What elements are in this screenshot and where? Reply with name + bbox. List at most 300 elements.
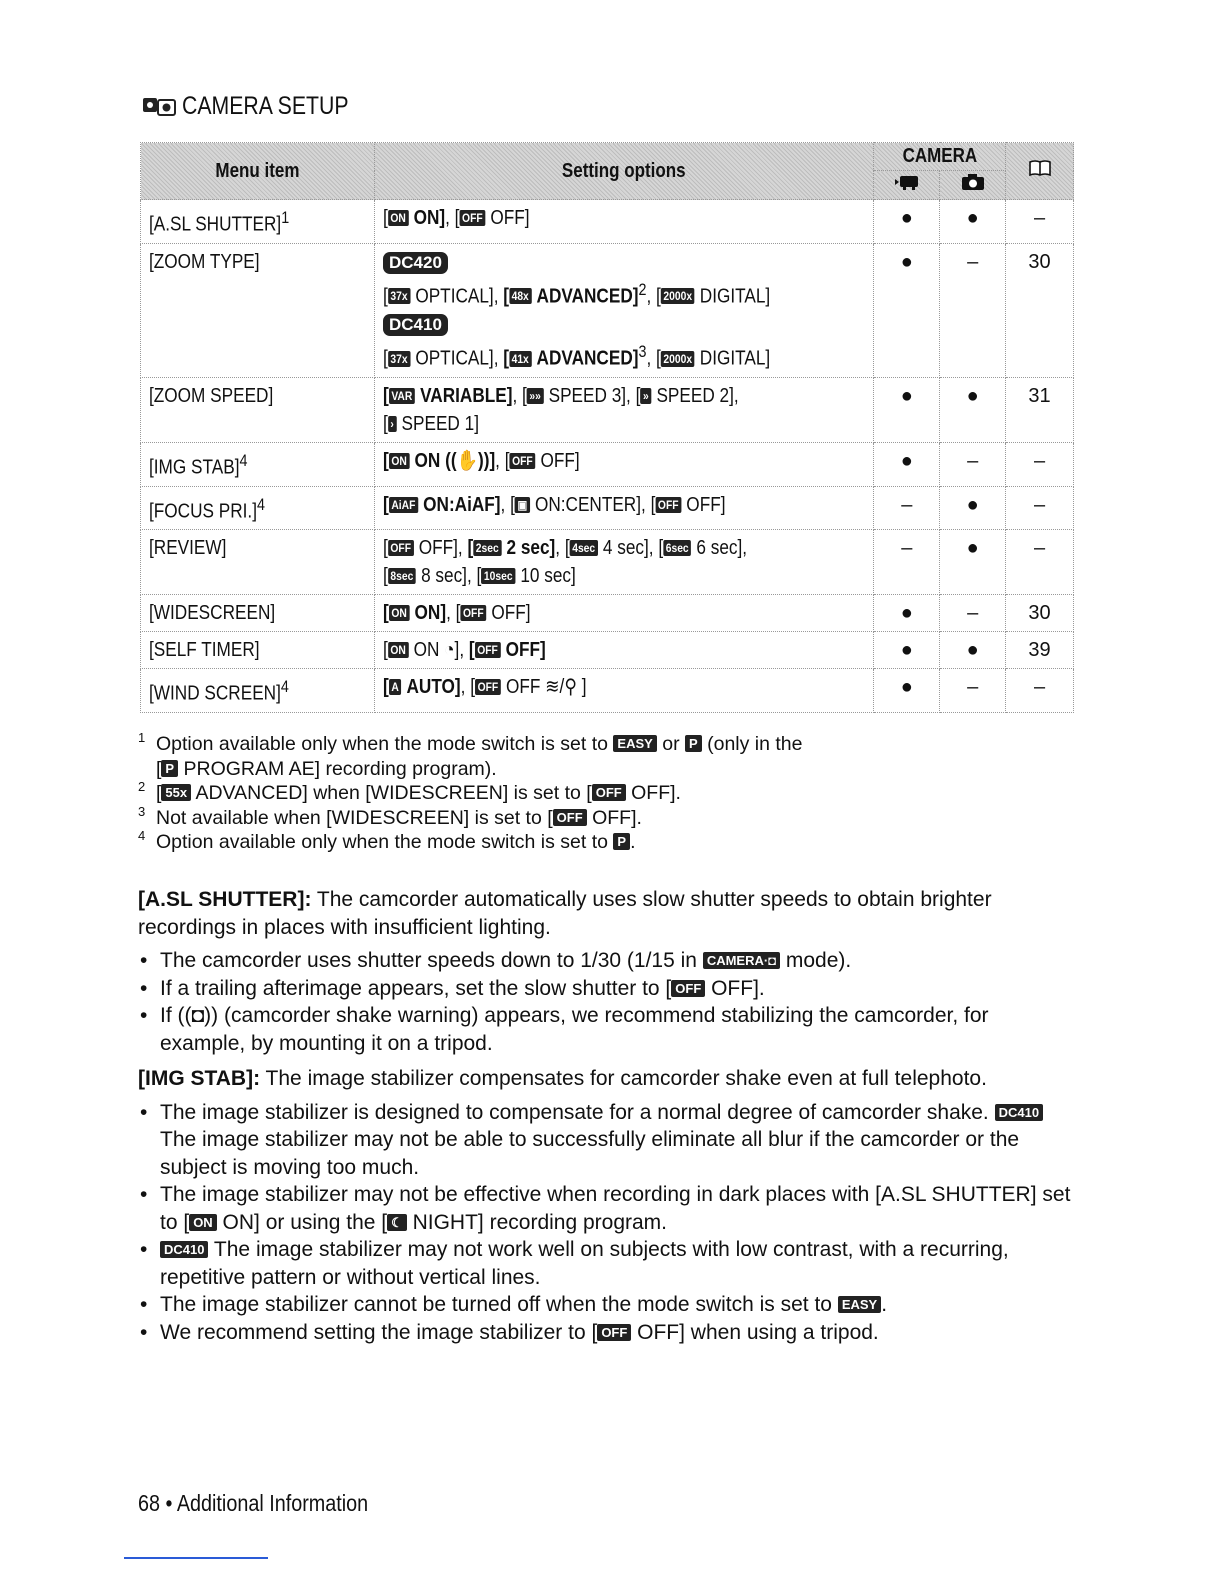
section-paragraph xyxy=(138,886,1078,941)
page-ref: – xyxy=(1033,207,1046,229)
page-ref-cell xyxy=(1006,669,1074,713)
text-fragment: The image stabilizer may not be effective when recording in dark places with [A.SL SHUTTER] set to [ xyxy=(160,1183,1071,1234)
page-ref-cell xyxy=(1006,530,1074,595)
table-row xyxy=(141,486,1074,530)
menu-item-label: [IMG STAB] xyxy=(149,456,240,479)
setting-icon: P xyxy=(161,760,178,777)
footnote-ref: 1 xyxy=(281,208,290,227)
photo-availability: ● xyxy=(966,639,979,662)
text-fragment: [ xyxy=(383,449,389,472)
bullet-item xyxy=(138,1236,1078,1291)
setting-text xyxy=(383,636,546,664)
footer-label: Additional Information xyxy=(176,1490,369,1516)
text-fragment: 8 sec], [ xyxy=(421,565,482,588)
text-fragment: or xyxy=(656,733,686,755)
setting-line xyxy=(383,599,865,627)
setting-icon: ON xyxy=(389,453,410,469)
text-fragment: , [ xyxy=(555,537,570,560)
photo-mode-cell xyxy=(940,669,1006,713)
setting-icon: ▣ xyxy=(515,497,530,513)
table-row xyxy=(141,632,1074,669)
text-fragment: OFF] xyxy=(491,602,531,625)
setting-line xyxy=(383,534,865,562)
bullet-list xyxy=(138,947,1078,1057)
setting-text xyxy=(383,338,770,373)
text-fragment: , [ xyxy=(646,347,661,370)
section-intro: The image stabilizer compensates for camcorder shake even at full telephoto. xyxy=(260,1067,987,1090)
setting-text xyxy=(383,491,725,519)
setting-icon: OFF xyxy=(475,679,501,695)
photo-mode-cell xyxy=(940,486,1006,530)
menu-item-label-wrap xyxy=(149,491,265,526)
setting-icon: 4sec xyxy=(570,540,598,556)
photo-availability: – xyxy=(967,449,979,472)
page-ref: 30 xyxy=(1028,602,1051,625)
setting-icon: OFF xyxy=(459,210,485,226)
page-ref: 39 xyxy=(1028,639,1051,662)
text-fragment: The image stabilizer is designed to compensate for a normal degree of camcorder shake. xyxy=(160,1100,995,1124)
text-fragment: [ xyxy=(383,602,389,625)
footnote-ref: 3 xyxy=(638,342,647,362)
text-fragment: [ xyxy=(156,757,162,780)
page-ref-cell xyxy=(1006,442,1074,486)
footnote-ref: 4 xyxy=(239,450,248,470)
setting-line xyxy=(383,410,865,438)
movie-availability: ● xyxy=(900,639,913,662)
footnote-number: 1 xyxy=(138,730,146,745)
setting-icon: 37x xyxy=(388,351,410,367)
footnote-number: 4 xyxy=(138,828,146,843)
setting-icon: P xyxy=(685,735,702,752)
text-fragment: , [ xyxy=(495,449,510,472)
text-fragment: 4 sec], [ xyxy=(602,537,664,560)
setting-icon: VAR xyxy=(389,388,415,404)
footnote xyxy=(138,781,1098,806)
menu-item-label-wrap xyxy=(149,248,260,276)
setting-options-cell xyxy=(375,377,874,442)
header-setting-options: Setting options xyxy=(375,143,874,200)
menu-item-label: [REVIEW] xyxy=(149,537,227,560)
movie-mode-cell xyxy=(874,243,940,377)
setting-icon: EASY xyxy=(613,735,656,752)
setting-line xyxy=(383,382,865,410)
table-row xyxy=(141,442,1074,486)
setting-text xyxy=(383,534,747,562)
setting-icon: 41x xyxy=(509,351,531,367)
setting-icon: 37x xyxy=(388,288,410,304)
bullet-item xyxy=(138,1291,1078,1319)
text-fragment: [ xyxy=(156,782,162,804)
footnote-ref: 4 xyxy=(280,677,289,697)
movie-availability: ● xyxy=(900,676,913,699)
bullet-item xyxy=(138,1319,1078,1347)
photo-availability: – xyxy=(967,250,979,273)
setting-icon: P xyxy=(613,833,630,850)
text-fragment: SPEED 1] xyxy=(401,412,479,435)
page-ref: – xyxy=(1033,537,1046,560)
header-page xyxy=(1006,143,1074,200)
setting-icon: »» xyxy=(527,388,544,404)
table-row xyxy=(141,595,1074,632)
section-title xyxy=(142,92,378,121)
text-fragment: (only in the xyxy=(701,733,803,755)
movie-availability: – xyxy=(901,537,913,560)
photo-camera-icon xyxy=(960,173,986,191)
text-fragment: The image stabilizer cannot be turned off when the mode switch is set to xyxy=(160,1293,838,1316)
text-fragment: DIGITAL] xyxy=(699,285,771,308)
camera-setup-icon xyxy=(142,95,176,119)
text-fragment: AUTO] xyxy=(406,676,461,699)
text-fragment: OPTICAL], xyxy=(415,347,504,370)
text-fragment: SPEED 2], xyxy=(656,384,739,407)
movie-camera-icon xyxy=(894,173,920,191)
bullet-item xyxy=(138,975,1078,1003)
movie-availability: ● xyxy=(900,384,913,407)
setting-icon: 6sec xyxy=(663,540,691,556)
text-fragment: [ xyxy=(383,412,388,435)
text-fragment: If xyxy=(160,1004,178,1027)
page-ref-cell xyxy=(1006,486,1074,530)
menu-item-cell xyxy=(141,632,375,669)
setting-text xyxy=(383,562,576,590)
text-fragment: , [ xyxy=(446,602,461,625)
menu-item-label-wrap xyxy=(149,636,260,664)
setting-options-cell xyxy=(375,200,874,244)
text-fragment: ADVANCED] xyxy=(536,285,639,308)
movie-mode-cell xyxy=(874,486,940,530)
menu-item-cell xyxy=(141,486,375,530)
text-fragment: OFF], xyxy=(418,537,468,560)
model-badge: DC420 xyxy=(383,252,448,274)
text-fragment: OFF] xyxy=(490,207,530,229)
setting-line xyxy=(383,636,865,664)
text-fragment: NIGHT] recording program. xyxy=(406,1210,668,1234)
setting-icon: OFF xyxy=(553,809,587,826)
table-row xyxy=(141,200,1074,244)
menu-item-label: [WIDESCREEN] xyxy=(149,602,276,625)
menu-item-label: [A.SL SHUTTER] xyxy=(149,213,282,236)
footnote-number: 3 xyxy=(138,803,146,819)
setting-options-cell xyxy=(375,530,874,595)
table-row xyxy=(141,377,1074,442)
footnote-ref: 2 xyxy=(638,279,647,299)
setting-text xyxy=(383,382,739,410)
movie-availability: ● xyxy=(900,207,913,229)
setting-icon: OFF xyxy=(592,784,626,801)
movie-mode-cell xyxy=(874,530,940,595)
footnote xyxy=(138,757,1098,782)
text-fragment: [ xyxy=(383,384,389,407)
movie-availability: ● xyxy=(900,250,913,273)
text-fragment: [ xyxy=(383,207,388,229)
text-fragment: , [ xyxy=(512,384,527,407)
setting-icon: OFF xyxy=(597,1324,631,1341)
setting-text xyxy=(383,599,531,627)
setting-icon: OFF xyxy=(671,980,705,997)
photo-availability: ● xyxy=(966,537,979,560)
header-movie xyxy=(874,171,940,200)
text-fragment: The image stabilizer may not be able to successfully eliminate all blur if the camcorder or the subject is moving too much. xyxy=(160,1128,1020,1179)
page-ref: – xyxy=(1033,676,1046,699)
text-fragment: (camcorder shake warning) appears, we recommend stabilizing the camcorder, for example, by mounting it on a tripod. xyxy=(160,1004,989,1055)
text-fragment: . xyxy=(630,831,636,853)
setting-options-cell xyxy=(375,595,874,632)
setting-icon: » xyxy=(640,388,651,404)
text-fragment: ON] xyxy=(413,207,446,229)
text-fragment: If a trailing afterimage appears, set the slow shutter to [ xyxy=(160,976,672,1000)
page-ref-cell xyxy=(1006,200,1074,244)
page-ref-cell xyxy=(1006,377,1074,442)
page-footer xyxy=(138,1490,406,1517)
text-fragment: mode). xyxy=(780,949,852,972)
setting-icon: OFF xyxy=(460,605,486,621)
text-fragment: OFF] xyxy=(540,449,580,472)
setting-icon: 10sec xyxy=(481,568,515,584)
movie-availability: ● xyxy=(900,602,913,625)
text-fragment: [ xyxy=(503,285,510,308)
menu-item-label: [FOCUS PRI.] xyxy=(149,500,257,523)
menu-item-label: [SELF TIMER] xyxy=(149,639,260,662)
text-fragment: OFF]. xyxy=(586,806,642,829)
setting-icon: OFF xyxy=(475,642,501,658)
footnote xyxy=(138,803,1098,831)
text-fragment: Option available only when the mode switch is set to xyxy=(156,831,614,853)
setting-line xyxy=(383,204,865,232)
text-fragment: , [ xyxy=(460,676,476,699)
setting-icon: ON xyxy=(189,1214,217,1231)
movie-mode-cell xyxy=(874,595,940,632)
menu-item-label-wrap xyxy=(149,599,275,627)
menu-item-label-wrap xyxy=(149,382,273,410)
page-ref: 31 xyxy=(1028,384,1051,407)
setting-line xyxy=(383,248,865,276)
table-body xyxy=(141,200,1074,713)
menu-item-label-wrap xyxy=(149,447,247,482)
text-fragment: , [ xyxy=(500,493,515,516)
setting-icon: AiAF xyxy=(389,497,418,513)
photo-mode-cell xyxy=(940,632,1006,669)
setting-icon: ON xyxy=(388,642,409,658)
setting-icon: 2000x xyxy=(661,351,695,367)
text-fragment: OFF] when using a tripod. xyxy=(631,1320,879,1344)
setting-icon: › xyxy=(388,416,397,432)
setting-line xyxy=(383,310,865,338)
movie-mode-cell xyxy=(874,669,940,713)
text-fragment: [ xyxy=(383,639,388,662)
model-badge: DC410 xyxy=(383,314,448,336)
text-fragment: OFF] xyxy=(505,639,546,662)
text-fragment: We recommend setting the image stabilizer to [ xyxy=(160,1320,598,1344)
camera-setup-table xyxy=(140,142,1074,713)
setting-line xyxy=(383,276,865,311)
setting-line xyxy=(383,447,865,475)
setting-icon: DC410 xyxy=(995,1104,1043,1121)
section-paragraph xyxy=(138,1065,1078,1093)
text-fragment: ADVANCED] xyxy=(536,347,639,370)
movie-availability: – xyxy=(901,493,913,516)
setting-options-cell xyxy=(375,486,874,530)
text-fragment: ((◘)) xyxy=(177,1004,219,1027)
movie-availability: ● xyxy=(900,449,913,472)
setting-icon: EASY xyxy=(838,1296,881,1313)
setting-icon: 55x xyxy=(161,784,191,801)
menu-item-cell xyxy=(141,530,375,595)
photo-availability: ● xyxy=(966,384,979,407)
text-fragment: 2 sec] xyxy=(506,537,556,560)
bullet-item xyxy=(138,1002,1078,1057)
text-fragment: [ xyxy=(383,676,389,699)
header-menu-item: Menu item xyxy=(141,143,375,200)
setting-line xyxy=(383,673,865,701)
setting-icon: OFF xyxy=(655,497,681,513)
movie-mode-cell xyxy=(874,377,940,442)
text-fragment: 6 sec], xyxy=(696,537,748,560)
setting-text xyxy=(383,410,479,438)
footnote-number: 2 xyxy=(138,779,146,794)
setting-line xyxy=(383,491,865,519)
page-ref-cell xyxy=(1006,632,1074,669)
menu-item-cell xyxy=(141,669,375,713)
photo-mode-cell xyxy=(940,243,1006,377)
setting-options-cell xyxy=(375,243,874,377)
menu-item-label: [ZOOM TYPE] xyxy=(149,250,260,273)
setting-icon: DC410 xyxy=(160,1241,208,1258)
bullet-list xyxy=(138,1099,1078,1347)
setting-icon: OFF xyxy=(388,540,414,556)
text-fragment: PROGRAM AE] recording program). xyxy=(178,757,497,780)
text-fragment: ON ((✋))] xyxy=(414,449,496,472)
body-text xyxy=(138,886,1078,1354)
text-fragment: , [ xyxy=(646,285,661,308)
bullet-item xyxy=(138,1099,1078,1182)
photo-availability: – xyxy=(967,676,979,699)
table-row xyxy=(141,669,1074,713)
text-fragment: 10 sec] xyxy=(520,565,576,588)
text-fragment: VARIABLE] xyxy=(420,384,513,407)
footnote xyxy=(138,732,1098,757)
menu-item-label-wrap xyxy=(149,673,289,708)
text-fragment: DIGITAL] xyxy=(699,347,771,370)
table-row xyxy=(141,243,1074,377)
setting-line xyxy=(383,338,865,373)
movie-mode-cell xyxy=(874,442,940,486)
text-fragment: [ xyxy=(383,493,389,516)
photo-mode-cell xyxy=(940,442,1006,486)
photo-availability: – xyxy=(967,602,979,625)
setting-icon: CAMERA·◘ xyxy=(703,952,780,969)
text-fragment: [ xyxy=(383,537,388,560)
section-intro: The camcorder automatically uses slow shutter speeds to obtain brighter recordings in places with insufficient lighting. xyxy=(138,888,992,939)
footnote-ref: 4 xyxy=(256,494,265,514)
footer-separator: • xyxy=(165,1490,173,1516)
setting-text xyxy=(383,204,530,232)
setting-options-cell xyxy=(375,442,874,486)
setting-icon: ON xyxy=(389,605,410,621)
text-fragment: ON:CENTER], [ xyxy=(534,493,656,516)
text-fragment: OFF ≋/⚲ ] xyxy=(505,676,587,699)
text-fragment: OPTICAL], xyxy=(415,285,504,308)
photo-availability: ● xyxy=(966,207,979,229)
text-fragment: ON:AiAF] xyxy=(423,493,501,516)
setting-icon: ☾ xyxy=(387,1214,407,1231)
movie-mode-cell xyxy=(874,632,940,669)
text-fragment: [ xyxy=(383,285,388,308)
bullet-item xyxy=(138,1181,1078,1236)
page-ref: – xyxy=(1033,493,1046,516)
header-photo xyxy=(940,171,1006,200)
book-icon xyxy=(1028,159,1052,177)
text-fragment: Option available only when the mode switch is set to xyxy=(156,733,614,755)
text-fragment: [ xyxy=(383,347,388,370)
page-number: 68 xyxy=(138,1490,161,1516)
text-fragment: OFF]. xyxy=(705,976,765,1000)
bullet-item xyxy=(138,947,1078,975)
photo-mode-cell xyxy=(940,595,1006,632)
setting-icon: 2000x xyxy=(661,288,695,304)
movie-mode-cell xyxy=(874,200,940,244)
setting-icon: A xyxy=(389,679,402,695)
text-fragment: Not available when [WIDESCREEN] is set to [ xyxy=(156,806,553,829)
section-heading: [IMG STAB]: xyxy=(138,1067,261,1090)
menu-item-label: [WIND SCREEN] xyxy=(149,682,281,705)
menu-item-cell xyxy=(141,200,375,244)
page-ref: – xyxy=(1033,449,1046,472)
photo-mode-cell xyxy=(940,200,1006,244)
setting-icon: ON xyxy=(388,210,409,226)
setting-options-cell xyxy=(375,632,874,669)
text-fragment: , [ xyxy=(445,207,460,229)
setting-icon: 8sec xyxy=(388,568,416,584)
photo-mode-cell xyxy=(940,377,1006,442)
text-fragment: [ xyxy=(383,565,388,588)
header-camera: CAMERA xyxy=(874,143,1006,171)
text-fragment: SPEED 3], [ xyxy=(548,384,641,407)
menu-item-label-wrap xyxy=(149,204,289,239)
footnote xyxy=(138,830,1098,855)
setting-line xyxy=(383,562,865,590)
text-fragment: ON] or using the [ xyxy=(216,1210,388,1234)
table-row xyxy=(141,530,1074,595)
footer-rule xyxy=(124,1557,268,1559)
text-fragment: [ xyxy=(468,639,475,662)
setting-text xyxy=(383,447,580,475)
text-fragment: The camcorder uses shutter speeds down to 1/30 (1/15 in xyxy=(160,949,703,972)
text-fragment: OFF] xyxy=(686,493,726,516)
text-fragment: OFF]. xyxy=(625,782,681,804)
section-title-text: CAMERA SETUP xyxy=(182,92,349,120)
setting-icon: 48x xyxy=(509,288,531,304)
page-ref-cell xyxy=(1006,595,1074,632)
setting-text xyxy=(383,276,770,311)
menu-item-label-wrap xyxy=(149,534,226,562)
text-fragment: [ xyxy=(467,537,474,560)
text-fragment: ON ◔], xyxy=(413,639,469,662)
menu-item-cell xyxy=(141,595,375,632)
photo-mode-cell xyxy=(940,530,1006,595)
text-fragment: . xyxy=(881,1293,888,1316)
text-fragment: ON] xyxy=(414,602,447,625)
text-fragment: [ xyxy=(503,347,510,370)
setting-options-cell xyxy=(375,669,874,713)
photo-availability: ● xyxy=(966,493,979,516)
menu-item-cell xyxy=(141,243,375,377)
setting-text xyxy=(383,673,586,701)
setting-icon: 2sec xyxy=(473,540,501,556)
page-ref: 30 xyxy=(1028,250,1051,273)
section-heading: [A.SL SHUTTER]: xyxy=(138,888,312,911)
page-ref-cell xyxy=(1006,243,1074,377)
menu-item-cell xyxy=(141,377,375,442)
